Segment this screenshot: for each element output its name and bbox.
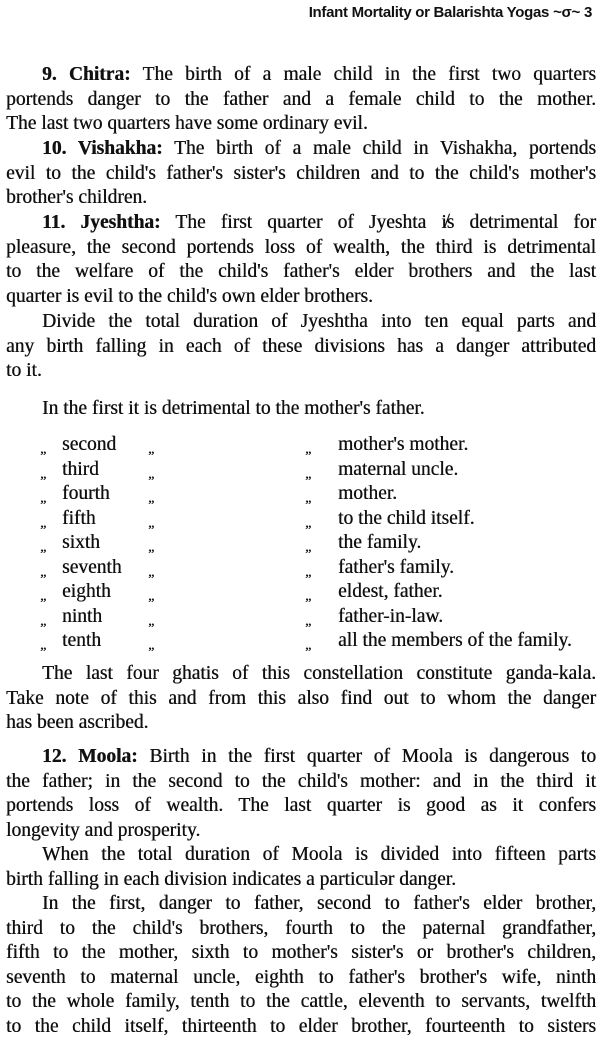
line-text: Take note of this and from this also find out to whom the danger <box>6 688 596 709</box>
line-text: to it. <box>6 360 42 381</box>
ditto-mark: „ <box>305 438 311 463</box>
text-line <box>6 892 596 917</box>
ditto-mark: „ <box>305 512 311 537</box>
ditto-mark: „ <box>40 561 46 586</box>
ditto-mark: „ <box>305 487 311 512</box>
page-number: 3 <box>584 4 592 21</box>
text-line <box>6 359 596 384</box>
text-line <box>6 868 596 893</box>
ditto-mark: „ <box>148 536 154 561</box>
divisions-list <box>0 433 600 654</box>
line-text: portends danger to the father and a female child to the mother. <box>6 89 596 110</box>
ditto-mark: „ <box>40 634 46 659</box>
paragraph-jyeshtha <box>6 211 596 309</box>
division-person: the family. <box>338 531 421 556</box>
division-row <box>0 507 600 532</box>
text-line <box>6 662 596 687</box>
text-line <box>6 745 596 770</box>
division-person: mother. <box>338 482 397 507</box>
line-text: has been ascribed. <box>6 712 148 733</box>
division-row <box>0 629 600 654</box>
ditto-mark: „ <box>148 438 154 463</box>
division-ordinal: third <box>62 458 99 483</box>
ditto-mark: „ <box>148 463 154 488</box>
paragraph-jyeshtha-divisions <box>6 310 596 384</box>
ditto-mark: „ <box>148 634 154 659</box>
line-text: The birth of a male child in Vishakha, portends <box>163 138 596 159</box>
paragraph-vishakha <box>6 137 596 211</box>
line-text: evil to the child's father's sister's children and to the child's mother's <box>6 163 596 184</box>
text-line <box>6 88 596 113</box>
line-text: quarter is evil to the child's own elder brothers. <box>6 286 373 307</box>
paragraph-moola <box>6 745 596 843</box>
ditto-mark: „ <box>148 487 154 512</box>
ditto-mark: „ <box>148 610 154 635</box>
text-line <box>6 186 596 211</box>
paragraph-moola-dangers <box>6 892 596 1039</box>
text-line <box>6 711 596 736</box>
text-line <box>6 966 596 991</box>
division-person: eldest, father. <box>338 580 443 605</box>
ditto-mark: „ <box>40 438 46 463</box>
division-person: father's family. <box>338 556 454 581</box>
text-line <box>6 843 596 868</box>
division-ordinal: seventh <box>62 556 122 581</box>
ditto-mark: „ <box>40 512 46 537</box>
ditto-mark: „ <box>40 536 46 561</box>
line-text: The birth of a male child in the first two quarters <box>131 64 596 85</box>
line-text: The last two quarters have some ordinary evil. <box>6 113 368 134</box>
section-heading: 12. Moola: <box>42 746 138 767</box>
line-text: In the first it is detrimental to the mother's father. <box>42 398 425 419</box>
section-heading: 10. Vishakha: <box>42 138 163 159</box>
division-ordinal: fifth <box>62 507 96 532</box>
ditto-mark: „ <box>40 610 46 635</box>
ornament-icon: ~σ~ <box>553 4 580 21</box>
ditto-mark: „ <box>305 463 311 488</box>
paragraph-jyeshtha-first <box>6 397 596 422</box>
ditto-mark: „ <box>305 610 311 635</box>
line-text: The last four ghatis of this constellation constitute ganda-kala. <box>42 663 596 684</box>
text-line <box>6 1015 596 1039</box>
line-text: Divide the total duration of Jyeshtha into ten equal parts and <box>42 311 596 332</box>
division-person: father-in-law. <box>338 605 443 630</box>
line-text: longevity and prosperity. <box>6 820 200 841</box>
division-ordinal: eighth <box>62 580 111 605</box>
line-text: to the whole family, tenth to the cattle, eleventh to servants, twelfth <box>6 991 596 1012</box>
ditto-mark: „ <box>148 512 154 537</box>
ditto-mark: „ <box>40 487 46 512</box>
paragraph-moola-divisions <box>6 843 596 892</box>
text-line <box>6 917 596 942</box>
division-person: all the members of the family. <box>338 629 572 654</box>
ditto-mark: „ <box>40 585 46 610</box>
header-title: Infant Mortality or Balarishta Yogas <box>309 4 549 21</box>
ditto-mark: „ <box>305 634 311 659</box>
text-line <box>6 285 596 310</box>
division-row <box>0 482 600 507</box>
division-ordinal: tenth <box>62 629 101 654</box>
paragraph-ganda-kala <box>6 662 596 736</box>
text-line <box>6 990 596 1015</box>
division-row <box>0 458 600 483</box>
text-line <box>6 397 596 422</box>
line-text: to the child itself, thirteenth to elder brother, fourteenth to sisters <box>6 1016 596 1037</box>
line-text: portends loss of wealth. The last quarter is good as it confers <box>6 795 596 816</box>
text-line <box>6 63 596 88</box>
line-text: third to the child's brothers, fourth to the paternal grandfather, <box>6 918 596 939</box>
division-row <box>0 580 600 605</box>
division-row <box>0 605 600 630</box>
text-line <box>6 794 596 819</box>
text-line <box>6 211 596 236</box>
text-line <box>6 687 596 712</box>
line-text: When the total duration of Moola is divided into fifteen parts <box>42 844 596 865</box>
text-line <box>6 112 596 137</box>
line-text: the father; in the second to the child's mother: and in the third it <box>6 771 596 792</box>
division-row <box>0 531 600 556</box>
line-text: birth falling in each division indicates a particulər danger. <box>6 869 456 890</box>
line-text: In the first, danger to father, second to father's elder brother, <box>42 893 596 914</box>
line-text: Birth in the first quarter of Moola is dangerous to <box>138 746 596 767</box>
text-line <box>6 335 596 360</box>
ditto-mark: „ <box>148 561 154 586</box>
text-line <box>6 137 596 162</box>
section-heading: 9. Chitra: <box>42 64 131 85</box>
text-line <box>6 770 596 795</box>
text-line <box>6 941 596 966</box>
text-line <box>6 162 596 187</box>
division-row <box>0 433 600 458</box>
ditto-mark: „ <box>305 585 311 610</box>
line-text: pleasure, the second portends loss of wealth, the third is detrimental <box>6 237 596 258</box>
section-heading: 11. Jyeshtha: <box>42 212 161 233</box>
ditto-mark: „ <box>305 536 311 561</box>
line-text: The first quarter of Jyeshta i̸s detrimental for <box>161 212 596 233</box>
division-person: maternal uncle. <box>338 458 458 483</box>
line-text: any birth falling in each of these divisions has a danger attributed <box>6 336 596 357</box>
division-person: mother's mother. <box>338 433 468 458</box>
text-line <box>6 310 596 335</box>
text-line <box>6 236 596 261</box>
division-ordinal: ninth <box>62 605 102 630</box>
text-line <box>6 260 596 285</box>
running-header <box>309 4 592 21</box>
division-ordinal: sixth <box>62 531 100 556</box>
line-text: brother's children. <box>6 187 147 208</box>
division-ordinal: fourth <box>62 482 110 507</box>
line-text: fifth to the mother, sixth to mother's sister's or brother's children, <box>6 942 596 963</box>
division-ordinal: second <box>62 433 116 458</box>
ditto-mark: „ <box>40 463 46 488</box>
line-text: seventh to maternal uncle, eighth to father's brother's wife, ninth <box>6 967 596 988</box>
line-text: to the welfare of the child's father's elder brothers and the last <box>6 261 596 282</box>
division-row <box>0 556 600 581</box>
paragraph-chitra <box>6 63 596 137</box>
ditto-mark: „ <box>148 585 154 610</box>
division-person: to the child itself. <box>338 507 474 532</box>
ditto-mark: „ <box>305 561 311 586</box>
text-line <box>6 819 596 844</box>
